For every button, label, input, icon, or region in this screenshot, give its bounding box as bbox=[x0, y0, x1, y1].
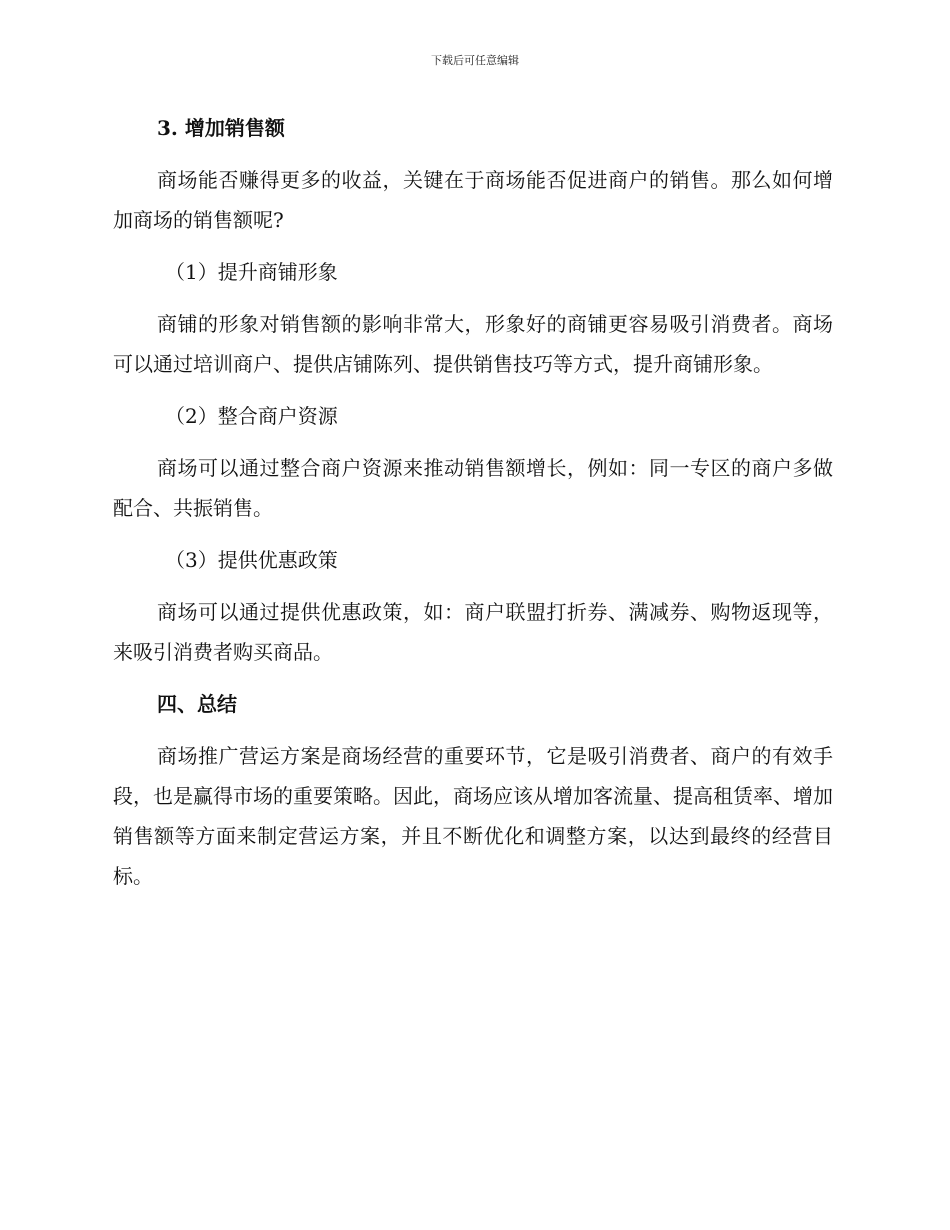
paragraph-item-3: 商场可以通过提供优惠政策，如：商户联盟打折券、满减券、购物返现等，来吸引消费者购买商品。 bbox=[113, 600, 833, 664]
paragraph-item-1: 商铺的形象对销售额的影响非常大，形象好的商铺更容易吸引消费者。商场可以通过培训商户、提供店铺陈列、提供销售技巧等方式，提升商铺形象。 bbox=[113, 312, 833, 376]
subheading-item-3: （3）提供优惠政策 bbox=[165, 548, 338, 572]
paragraph-sales-intro: 商场能否赚得更多的收益，关键在于商场能否促进商户的销售。那么如何增加商场的销售额呢? bbox=[113, 168, 833, 232]
subheading-item-1: （1）提升商铺形象 bbox=[165, 260, 338, 284]
paragraph-item-2: 商场可以通过整合商户资源来推动销售额增长，例如：同一专区的商户多做配合、共振销售。 bbox=[113, 456, 833, 520]
section-heading-sales: 3. 增加销售额 bbox=[157, 116, 285, 140]
document-body bbox=[113, 108, 833, 908]
page-header: 下载后可任意编辑 bbox=[431, 54, 519, 67]
section-heading-summary: 四、总结 bbox=[157, 692, 237, 716]
subheading-item-2: （2）整合商户资源 bbox=[165, 404, 338, 428]
paragraph-summary: 商场推广营运方案是商场经营的重要环节，它是吸引消费者、商户的有效手段，也是赢得市场的重要策略。因此，商场应该从增加客流量、提高租赁率、增加销售额等方面来制定营运方案，并且不断优化和调整方案，以达到最终的经营目标。 bbox=[113, 744, 833, 888]
